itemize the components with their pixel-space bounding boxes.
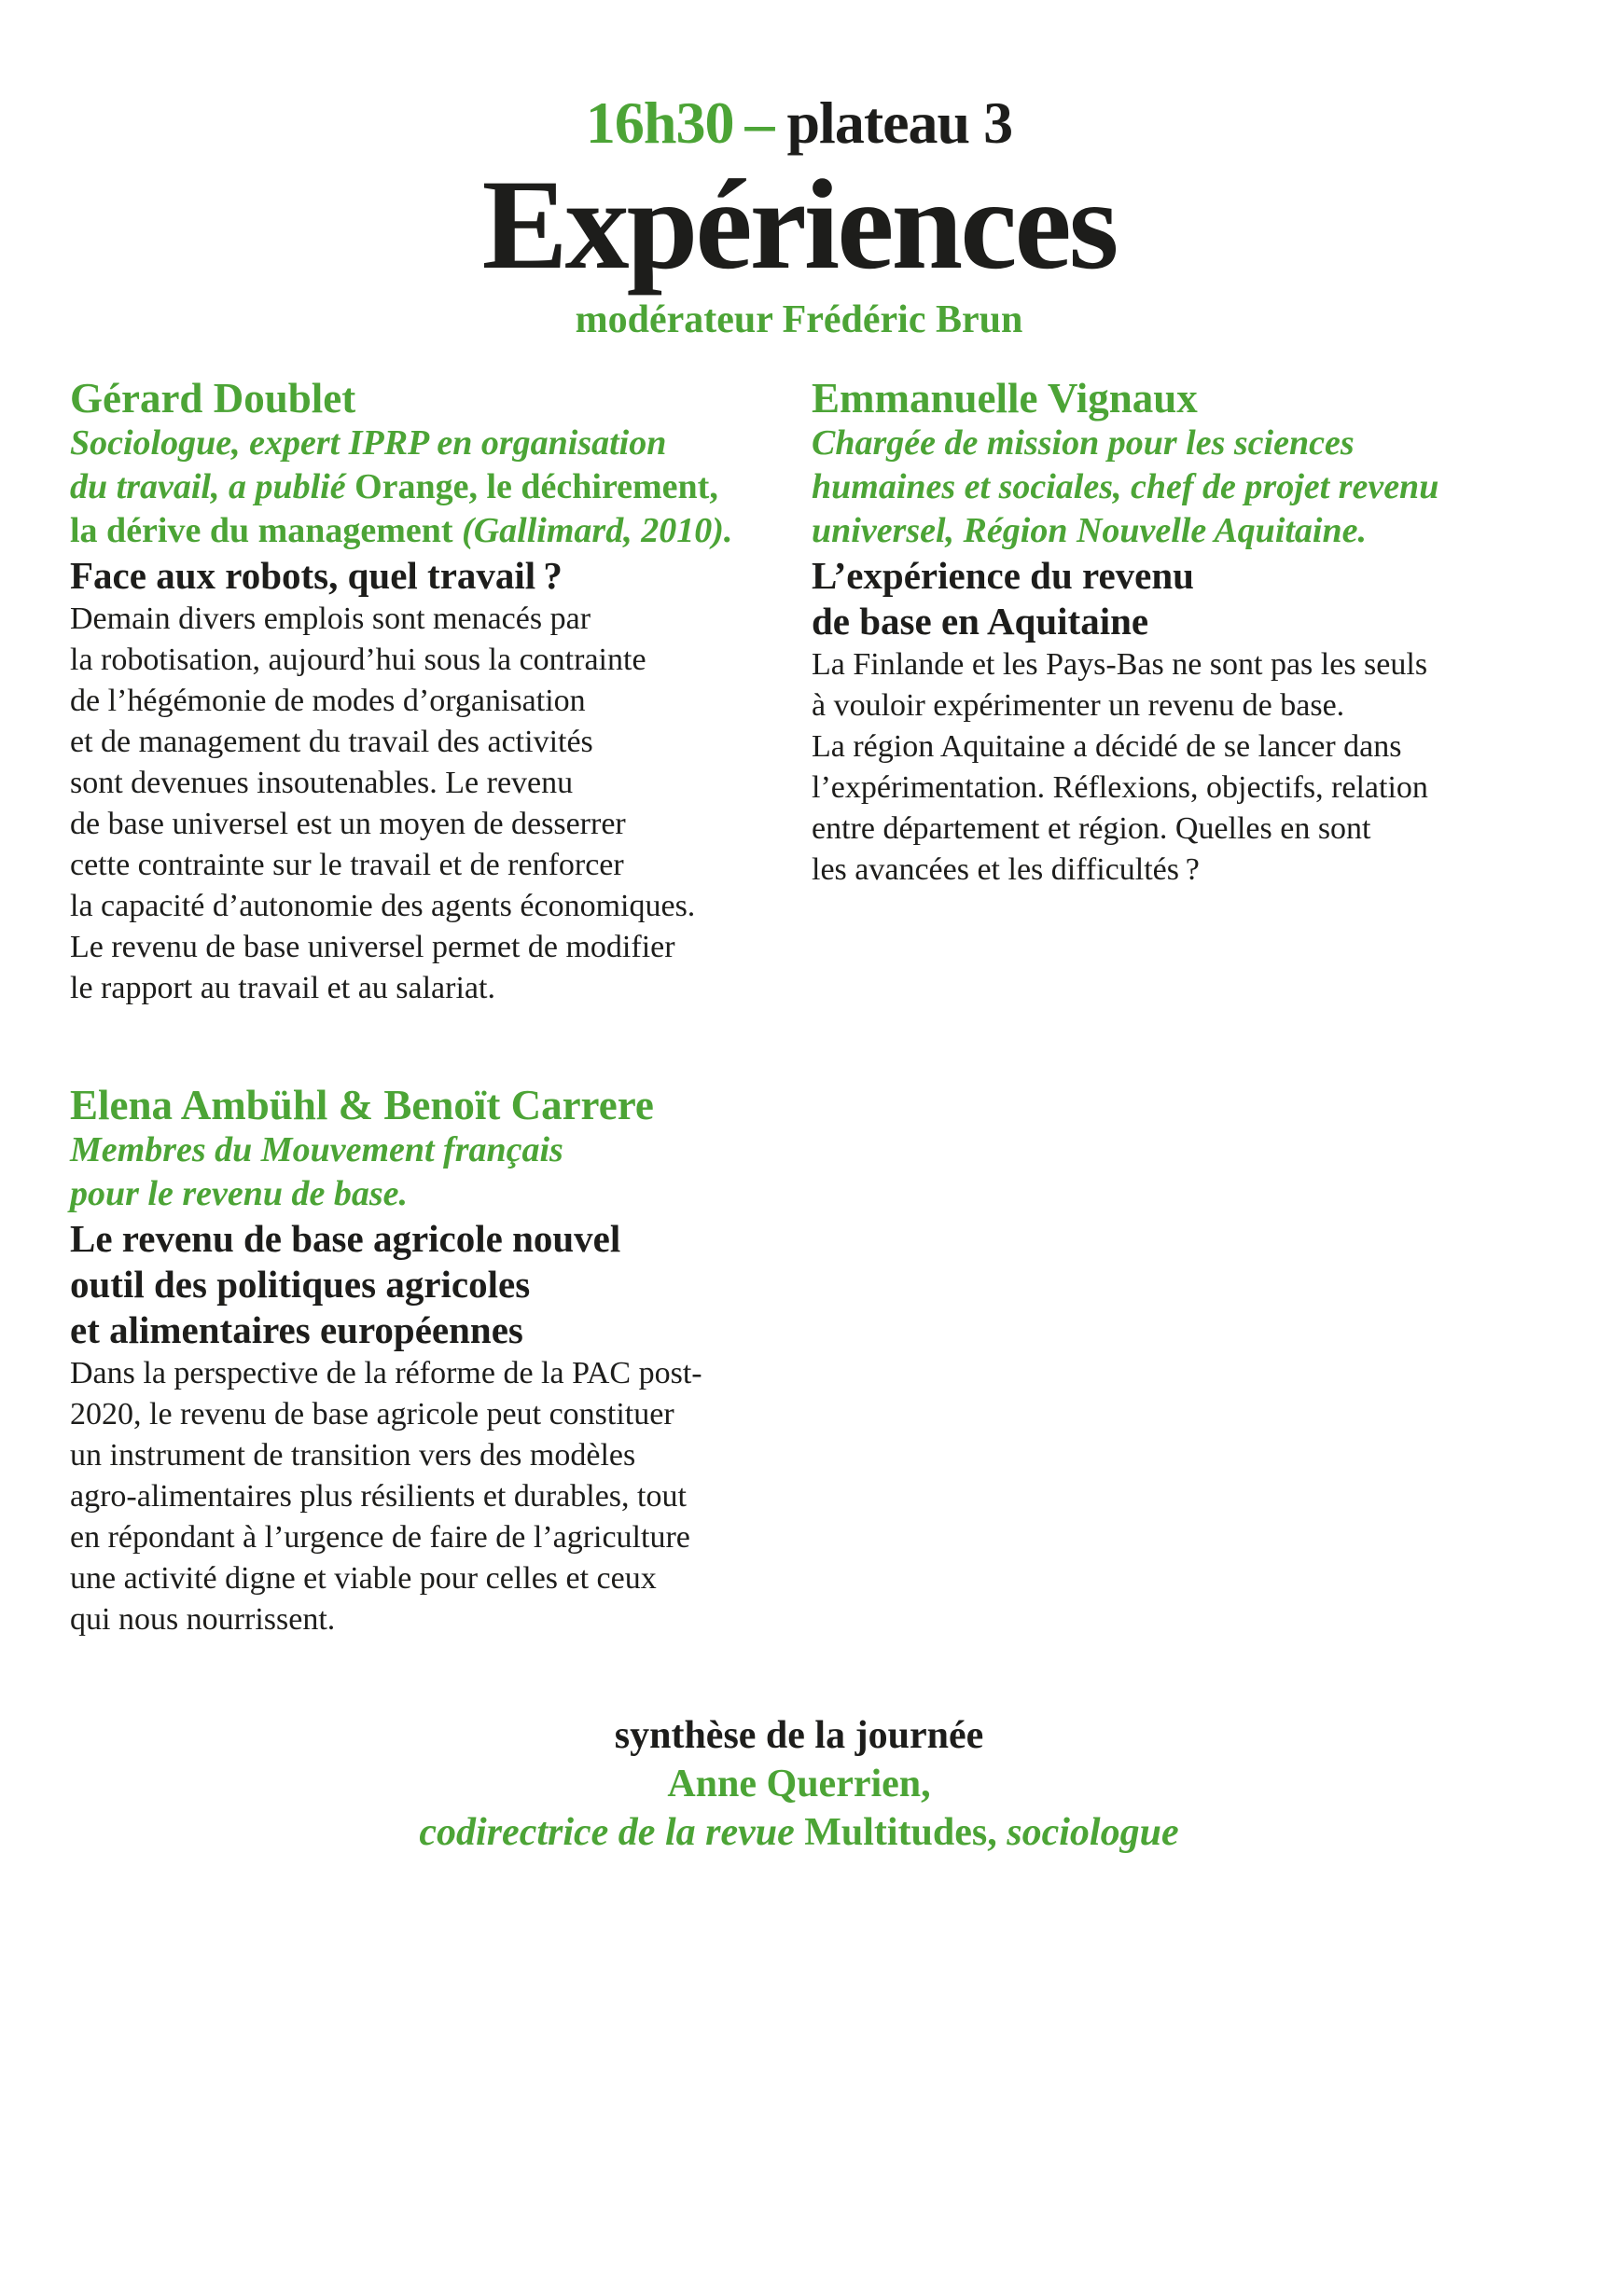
- speaker-name: Emmanuelle Vignaux: [812, 375, 1198, 422]
- talk-title: Le revenu de base agricole nouvel outil des politiques agricoles et alimentaires européennes: [70, 1217, 621, 1352]
- speaker-bio: Sociologue, expert IPRP en organisation du travail, a publié Orange, le déchirement, la dérive du management (Gallimard, 2010).: [70, 423, 733, 551]
- synthesis-name: Anne Querrien,: [667, 1763, 931, 1806]
- speaker-name: Elena Ambühl & Benoït Carrere: [70, 1082, 654, 1129]
- session-time: 16h30: [585, 90, 734, 156]
- moderator-line: modérateur Frédéric Brun: [575, 298, 1023, 341]
- speaker-name: Gérard Doublet: [70, 375, 356, 422]
- talk-title: L’expérience du revenu de base en Aquitaine: [812, 554, 1194, 643]
- talk-description: Demain divers emplois sont menacés par la robotisation, aujourd’hui sous la contrainte de l’hégémonie de modes d’organisation et de management du travail des activités sont devenues insoutenables. Le revenu de base universel est un moyen de desserrer cette contrainte sur le travail et de renforcer la capacité d’autonomie des agents économiques. Le revenu de base universel permet de modifier le rapport au travail et au salariat.: [70, 602, 696, 1006]
- speaker-bio: Membres du Mouvement français pour le revenu de base.: [70, 1130, 563, 1214]
- speaker-bio: Chargée de mission pour les sciences humaines et sociales, chef de projet revenu universel, Région Nouvelle Aquitaine.: [812, 423, 1439, 551]
- header-dash: –: [744, 90, 774, 156]
- session-plateau: plateau 3: [786, 90, 1013, 156]
- synthesis-label: synthèse de la journée: [614, 1714, 984, 1758]
- speaker-block-gerard-doublet: [70, 375, 788, 1009]
- session-time-line: [0, 90, 1598, 156]
- session-title: Expériences: [481, 153, 1117, 296]
- speaker-block-elena-benoit: [70, 1082, 788, 1640]
- speaker-columns: [0, 375, 1598, 1640]
- column-right: [812, 375, 1553, 891]
- talk-description: Dans la perspective de la réforme de la PAC post- 2020, le revenu de base agricole peut constituer un instrument de transition vers des modèles agro-alimentaires plus résilients et durables, tout en répondant à l’urgence de faire de l’agriculture une activité digne et viable pour celles et ceux qui nous nourrissent.: [70, 1356, 702, 1638]
- column-left: [70, 375, 788, 1640]
- synthesis-block: [0, 1711, 1598, 1857]
- session-header: [0, 0, 1598, 341]
- talk-title: Face aux robots, quel travail ?: [70, 554, 563, 598]
- talk-description: La Finlande et les Pays-Bas ne sont pas les seuls à vouloir expérimenter un revenu de base. La région Aquitaine a décidé de se lancer dans l’expérimentation. Réflexions, objectifs, relation entre département et région. Quelles en sont les avancées et les difficultés ?: [812, 647, 1428, 888]
- speaker-block-emmanuelle-vignaux: [812, 375, 1553, 891]
- synthesis-role: codirectrice de la revue Multitudes, sociologue: [419, 1811, 1179, 1855]
